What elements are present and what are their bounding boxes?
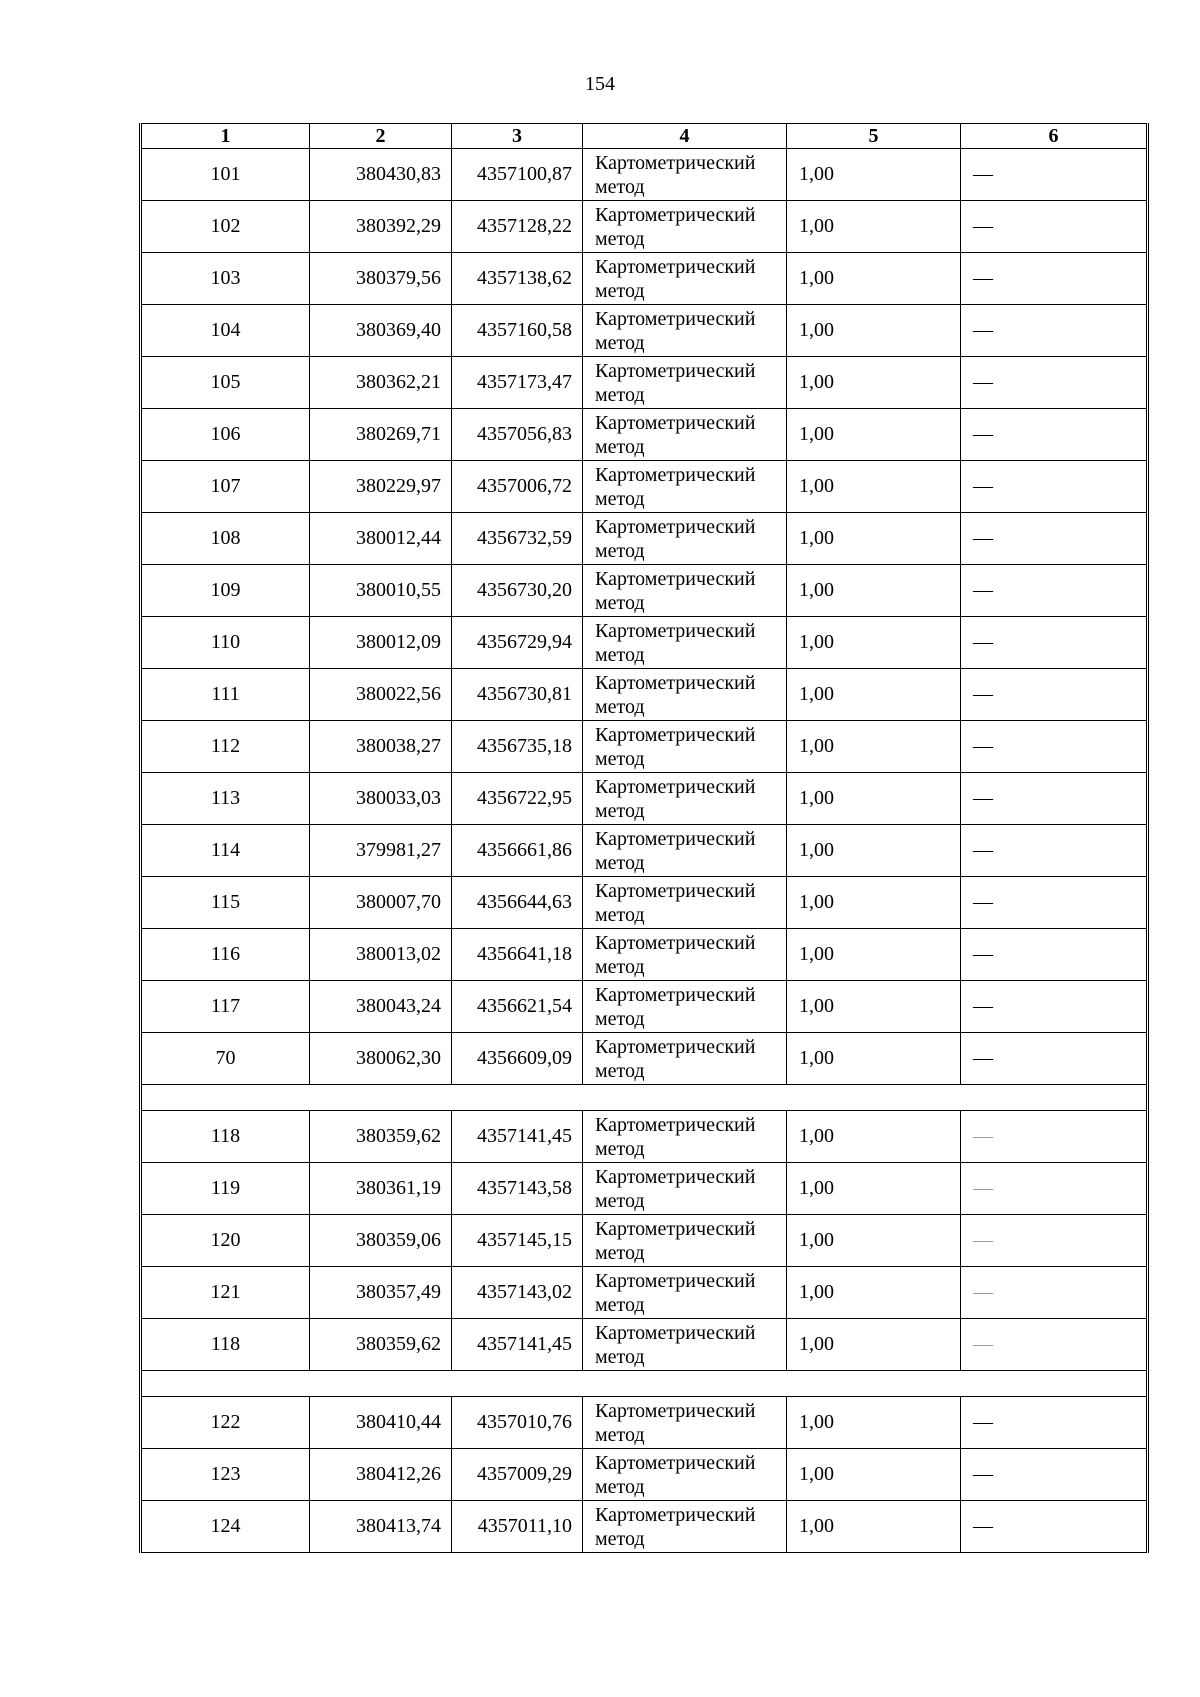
group-separator-cell bbox=[141, 1085, 1148, 1111]
accuracy-cell: 1,00 bbox=[787, 305, 961, 357]
header-row bbox=[141, 124, 1148, 149]
point-number-cell: 111 bbox=[141, 669, 310, 721]
group-separator-row bbox=[141, 1085, 1148, 1111]
description-cell: — bbox=[961, 669, 1148, 721]
table-row bbox=[141, 513, 1148, 565]
method-line-2: метод bbox=[595, 591, 645, 614]
table-row bbox=[141, 1319, 1148, 1371]
description-cell: — bbox=[961, 1449, 1148, 1501]
method-cell bbox=[583, 513, 787, 565]
y-coordinate-cell: 4357006,72 bbox=[452, 461, 583, 513]
description-cell: — bbox=[961, 565, 1148, 617]
x-coordinate-cell: 380362,21 bbox=[310, 357, 452, 409]
method-cell bbox=[583, 357, 787, 409]
x-coordinate-cell: 380038,27 bbox=[310, 721, 452, 773]
coordinates-table bbox=[139, 123, 1149, 1553]
y-coordinate-cell: 4357160,58 bbox=[452, 305, 583, 357]
description-cell: — bbox=[961, 253, 1148, 305]
table-row bbox=[141, 1267, 1148, 1319]
method-cell bbox=[583, 1267, 787, 1319]
accuracy-cell: 1,00 bbox=[787, 1501, 961, 1553]
method-line-2: метод bbox=[595, 1189, 645, 1212]
x-coordinate-cell: 380412,26 bbox=[310, 1449, 452, 1501]
x-coordinate-cell: 380392,29 bbox=[310, 201, 452, 253]
description-cell: — bbox=[961, 1163, 1148, 1215]
description-cell: — bbox=[961, 461, 1148, 513]
y-coordinate-cell: 4357173,47 bbox=[452, 357, 583, 409]
table-row bbox=[141, 305, 1148, 357]
table-row bbox=[141, 1449, 1148, 1501]
method-line-1: Картометрический bbox=[595, 671, 756, 694]
method-cell bbox=[583, 409, 787, 461]
page-number: 154 bbox=[585, 73, 615, 95]
accuracy-cell: 1,00 bbox=[787, 877, 961, 929]
y-coordinate-cell: 4356730,81 bbox=[452, 669, 583, 721]
x-coordinate-cell: 380379,56 bbox=[310, 253, 452, 305]
method-line-2: метод bbox=[595, 851, 645, 874]
method-cell bbox=[583, 1111, 787, 1163]
method-line-1: Картометрический bbox=[595, 1321, 756, 1344]
point-number-cell: 122 bbox=[141, 1397, 310, 1449]
method-line-2: метод bbox=[595, 1137, 645, 1160]
y-coordinate-cell: 4357145,15 bbox=[452, 1215, 583, 1267]
x-coordinate-cell: 380410,44 bbox=[310, 1397, 452, 1449]
method-cell bbox=[583, 877, 787, 929]
accuracy-cell: 1,00 bbox=[787, 981, 961, 1033]
accuracy-cell: 1,00 bbox=[787, 461, 961, 513]
accuracy-cell: 1,00 bbox=[787, 1033, 961, 1085]
description-cell: — bbox=[961, 929, 1148, 981]
x-coordinate-cell: 380269,71 bbox=[310, 409, 452, 461]
group-separator-row bbox=[141, 1371, 1148, 1397]
accuracy-cell: 1,00 bbox=[787, 357, 961, 409]
method-line-2: метод bbox=[595, 175, 645, 198]
method-line-2: метод bbox=[595, 1423, 645, 1446]
method-line-2: метод bbox=[595, 955, 645, 978]
point-number-cell: 106 bbox=[141, 409, 310, 461]
y-coordinate-cell: 4357009,29 bbox=[452, 1449, 583, 1501]
accuracy-cell: 1,00 bbox=[787, 773, 961, 825]
method-line-1: Картометрический bbox=[595, 255, 756, 278]
accuracy-cell: 1,00 bbox=[787, 1111, 961, 1163]
method-line-1: Картометрический bbox=[595, 151, 756, 174]
method-line-2: метод bbox=[595, 227, 645, 250]
method-cell bbox=[583, 1449, 787, 1501]
point-number-cell: 109 bbox=[141, 565, 310, 617]
y-coordinate-cell: 4357141,45 bbox=[452, 1319, 583, 1371]
method-line-2: метод bbox=[595, 487, 645, 510]
point-number-cell: 102 bbox=[141, 201, 310, 253]
x-coordinate-cell: 380430,83 bbox=[310, 149, 452, 201]
accuracy-cell: 1,00 bbox=[787, 1397, 961, 1449]
y-coordinate-cell: 4357141,45 bbox=[452, 1111, 583, 1163]
table-row bbox=[141, 1111, 1148, 1163]
point-number-cell: 120 bbox=[141, 1215, 310, 1267]
point-number-cell: 101 bbox=[141, 149, 310, 201]
description-cell: — bbox=[961, 721, 1148, 773]
accuracy-cell: 1,00 bbox=[787, 253, 961, 305]
method-line-1: Картометрический bbox=[595, 1399, 756, 1422]
accuracy-cell: 1,00 bbox=[787, 929, 961, 981]
method-line-1: Картометрический bbox=[595, 723, 756, 746]
y-coordinate-cell: 4356729,94 bbox=[452, 617, 583, 669]
accuracy-cell: 1,00 bbox=[787, 825, 961, 877]
table-row bbox=[141, 1163, 1148, 1215]
table-row bbox=[141, 461, 1148, 513]
method-cell bbox=[583, 1033, 787, 1085]
method-line-2: метод bbox=[595, 1527, 645, 1550]
method-line-2: метод bbox=[595, 279, 645, 302]
method-cell bbox=[583, 305, 787, 357]
header-cell: 1 bbox=[141, 124, 310, 149]
method-line-2: метод bbox=[595, 383, 645, 406]
method-cell bbox=[583, 617, 787, 669]
x-coordinate-cell: 380361,19 bbox=[310, 1163, 452, 1215]
x-coordinate-cell: 380033,03 bbox=[310, 773, 452, 825]
description-cell: — bbox=[961, 409, 1148, 461]
table-row bbox=[141, 1215, 1148, 1267]
description-cell: — bbox=[961, 305, 1148, 357]
method-line-2: метод bbox=[595, 695, 645, 718]
table-row bbox=[141, 981, 1148, 1033]
method-line-2: метод bbox=[595, 1241, 645, 1264]
x-coordinate-cell: 379981,27 bbox=[310, 825, 452, 877]
method-line-1: Картометрический bbox=[595, 1035, 756, 1058]
accuracy-cell: 1,00 bbox=[787, 565, 961, 617]
method-line-2: метод bbox=[595, 1345, 645, 1368]
header-cell: 6 bbox=[961, 124, 1148, 149]
accuracy-cell: 1,00 bbox=[787, 1449, 961, 1501]
method-line-1: Картометрический bbox=[595, 931, 756, 954]
description-cell: — bbox=[961, 825, 1148, 877]
method-cell bbox=[583, 669, 787, 721]
point-number-cell: 121 bbox=[141, 1267, 310, 1319]
table-body bbox=[141, 149, 1148, 1553]
method-line-1: Картометрический bbox=[595, 1113, 756, 1136]
method-line-2: метод bbox=[595, 903, 645, 926]
description-cell: — bbox=[961, 1033, 1148, 1085]
description-cell: — bbox=[961, 773, 1148, 825]
description-cell: — bbox=[961, 1397, 1148, 1449]
description-cell: — bbox=[961, 201, 1148, 253]
table-row bbox=[141, 721, 1148, 773]
accuracy-cell: 1,00 bbox=[787, 1163, 961, 1215]
table-row bbox=[141, 1397, 1148, 1449]
method-line-1: Картометрический bbox=[595, 827, 756, 850]
header-cell: 5 bbox=[787, 124, 961, 149]
x-coordinate-cell: 380043,24 bbox=[310, 981, 452, 1033]
description-cell: — bbox=[961, 1501, 1148, 1553]
x-coordinate-cell: 380229,97 bbox=[310, 461, 452, 513]
point-number-cell: 119 bbox=[141, 1163, 310, 1215]
table-row bbox=[141, 773, 1148, 825]
table-row bbox=[141, 253, 1148, 305]
method-line-1: Картометрический bbox=[595, 515, 756, 538]
description-cell: — bbox=[961, 1215, 1148, 1267]
method-cell bbox=[583, 1215, 787, 1267]
method-line-1: Картометрический bbox=[595, 1269, 756, 1292]
table-row bbox=[141, 877, 1148, 929]
accuracy-cell: 1,00 bbox=[787, 409, 961, 461]
method-line-2: метод bbox=[595, 1475, 645, 1498]
x-coordinate-cell: 380359,62 bbox=[310, 1319, 452, 1371]
description-cell: — bbox=[961, 1111, 1148, 1163]
table-row bbox=[141, 1501, 1148, 1553]
x-coordinate-cell: 380359,06 bbox=[310, 1215, 452, 1267]
point-number-cell: 117 bbox=[141, 981, 310, 1033]
accuracy-cell: 1,00 bbox=[787, 1319, 961, 1371]
method-line-2: метод bbox=[595, 435, 645, 458]
point-number-cell: 112 bbox=[141, 721, 310, 773]
method-line-2: метод bbox=[595, 539, 645, 562]
method-cell bbox=[583, 721, 787, 773]
point-number-cell: 105 bbox=[141, 357, 310, 409]
method-cell bbox=[583, 565, 787, 617]
accuracy-cell: 1,00 bbox=[787, 513, 961, 565]
method-line-2: метод bbox=[595, 1293, 645, 1316]
x-coordinate-cell: 380359,62 bbox=[310, 1111, 452, 1163]
method-line-1: Картометрический bbox=[595, 775, 756, 798]
method-cell bbox=[583, 825, 787, 877]
method-cell bbox=[583, 929, 787, 981]
x-coordinate-cell: 380010,55 bbox=[310, 565, 452, 617]
method-line-2: метод bbox=[595, 799, 645, 822]
table-row bbox=[141, 617, 1148, 669]
method-line-1: Картометрический bbox=[595, 619, 756, 642]
method-line-1: Картометрический bbox=[595, 567, 756, 590]
method-line-2: метод bbox=[595, 1007, 645, 1030]
y-coordinate-cell: 4356641,18 bbox=[452, 929, 583, 981]
method-cell bbox=[583, 773, 787, 825]
method-line-1: Картометрический bbox=[595, 1217, 756, 1240]
point-number-cell: 103 bbox=[141, 253, 310, 305]
x-coordinate-cell: 380012,44 bbox=[310, 513, 452, 565]
point-number-cell: 110 bbox=[141, 617, 310, 669]
method-cell bbox=[583, 253, 787, 305]
method-line-1: Картометрический bbox=[595, 1451, 756, 1474]
y-coordinate-cell: 4357100,87 bbox=[452, 149, 583, 201]
y-coordinate-cell: 4356722,95 bbox=[452, 773, 583, 825]
x-coordinate-cell: 380013,02 bbox=[310, 929, 452, 981]
description-cell: — bbox=[961, 617, 1148, 669]
point-number-cell: 115 bbox=[141, 877, 310, 929]
x-coordinate-cell: 380369,40 bbox=[310, 305, 452, 357]
x-coordinate-cell: 380062,30 bbox=[310, 1033, 452, 1085]
method-line-2: метод bbox=[595, 1059, 645, 1082]
point-number-cell: 113 bbox=[141, 773, 310, 825]
method-line-1: Картометрический bbox=[595, 1165, 756, 1188]
y-coordinate-cell: 4357143,58 bbox=[452, 1163, 583, 1215]
method-cell bbox=[583, 1163, 787, 1215]
table-row bbox=[141, 1033, 1148, 1085]
method-cell bbox=[583, 981, 787, 1033]
table-row bbox=[141, 357, 1148, 409]
x-coordinate-cell: 380357,49 bbox=[310, 1267, 452, 1319]
accuracy-cell: 1,00 bbox=[787, 201, 961, 253]
table-row bbox=[141, 149, 1148, 201]
point-number-cell: 70 bbox=[141, 1033, 310, 1085]
x-coordinate-cell: 380022,56 bbox=[310, 669, 452, 721]
header-cell: 3 bbox=[452, 124, 583, 149]
point-number-cell: 118 bbox=[141, 1111, 310, 1163]
x-coordinate-cell: 380012,09 bbox=[310, 617, 452, 669]
y-coordinate-cell: 4357143,02 bbox=[452, 1267, 583, 1319]
method-cell bbox=[583, 1397, 787, 1449]
y-coordinate-cell: 4357010,76 bbox=[452, 1397, 583, 1449]
description-cell: — bbox=[961, 149, 1148, 201]
y-coordinate-cell: 4357056,83 bbox=[452, 409, 583, 461]
y-coordinate-cell: 4356735,18 bbox=[452, 721, 583, 773]
method-line-1: Картометрический bbox=[595, 411, 756, 434]
point-number-cell: 118 bbox=[141, 1319, 310, 1371]
table-row bbox=[141, 565, 1148, 617]
accuracy-cell: 1,00 bbox=[787, 721, 961, 773]
accuracy-cell: 1,00 bbox=[787, 1267, 961, 1319]
y-coordinate-cell: 4356609,09 bbox=[452, 1033, 583, 1085]
description-cell: — bbox=[961, 513, 1148, 565]
header-cell: 4 bbox=[583, 124, 787, 149]
point-number-cell: 107 bbox=[141, 461, 310, 513]
point-number-cell: 124 bbox=[141, 1501, 310, 1553]
method-line-1: Картометрический bbox=[595, 983, 756, 1006]
point-number-cell: 114 bbox=[141, 825, 310, 877]
description-cell: — bbox=[961, 357, 1148, 409]
method-line-1: Картометрический bbox=[595, 307, 756, 330]
table-row bbox=[141, 825, 1148, 877]
method-cell bbox=[583, 201, 787, 253]
method-line-1: Картометрический bbox=[595, 203, 756, 226]
method-cell bbox=[583, 461, 787, 513]
point-number-cell: 123 bbox=[141, 1449, 310, 1501]
description-cell: — bbox=[961, 1267, 1148, 1319]
method-line-2: метод bbox=[595, 331, 645, 354]
method-line-1: Картометрический bbox=[595, 359, 756, 382]
y-coordinate-cell: 4356730,20 bbox=[452, 565, 583, 617]
method-line-1: Картометрический bbox=[595, 879, 756, 902]
table-row bbox=[141, 201, 1148, 253]
y-coordinate-cell: 4357138,62 bbox=[452, 253, 583, 305]
accuracy-cell: 1,00 bbox=[787, 617, 961, 669]
table-row bbox=[141, 929, 1148, 981]
description-cell: — bbox=[961, 877, 1148, 929]
description-cell: — bbox=[961, 981, 1148, 1033]
y-coordinate-cell: 4356732,59 bbox=[452, 513, 583, 565]
method-line-1: Картометрический bbox=[595, 1503, 756, 1526]
method-cell bbox=[583, 1319, 787, 1371]
y-coordinate-cell: 4357128,22 bbox=[452, 201, 583, 253]
accuracy-cell: 1,00 bbox=[787, 1215, 961, 1267]
accuracy-cell: 1,00 bbox=[787, 669, 961, 721]
y-coordinate-cell: 4357011,10 bbox=[452, 1501, 583, 1553]
y-coordinate-cell: 4356661,86 bbox=[452, 825, 583, 877]
description-cell: — bbox=[961, 1319, 1148, 1371]
y-coordinate-cell: 4356644,63 bbox=[452, 877, 583, 929]
coordinates-table-container bbox=[139, 123, 1149, 1553]
method-line-2: метод bbox=[595, 643, 645, 666]
x-coordinate-cell: 380413,74 bbox=[310, 1501, 452, 1553]
table-row bbox=[141, 409, 1148, 461]
method-line-1: Картометрический bbox=[595, 463, 756, 486]
point-number-cell: 108 bbox=[141, 513, 310, 565]
method-cell bbox=[583, 149, 787, 201]
point-number-cell: 104 bbox=[141, 305, 310, 357]
x-coordinate-cell: 380007,70 bbox=[310, 877, 452, 929]
group-separator-cell bbox=[141, 1371, 1148, 1397]
method-cell bbox=[583, 1501, 787, 1553]
method-line-2: метод bbox=[595, 747, 645, 770]
accuracy-cell: 1,00 bbox=[787, 149, 961, 201]
point-number-cell: 116 bbox=[141, 929, 310, 981]
header-cell: 2 bbox=[310, 124, 452, 149]
y-coordinate-cell: 4356621,54 bbox=[452, 981, 583, 1033]
table-row bbox=[141, 669, 1148, 721]
